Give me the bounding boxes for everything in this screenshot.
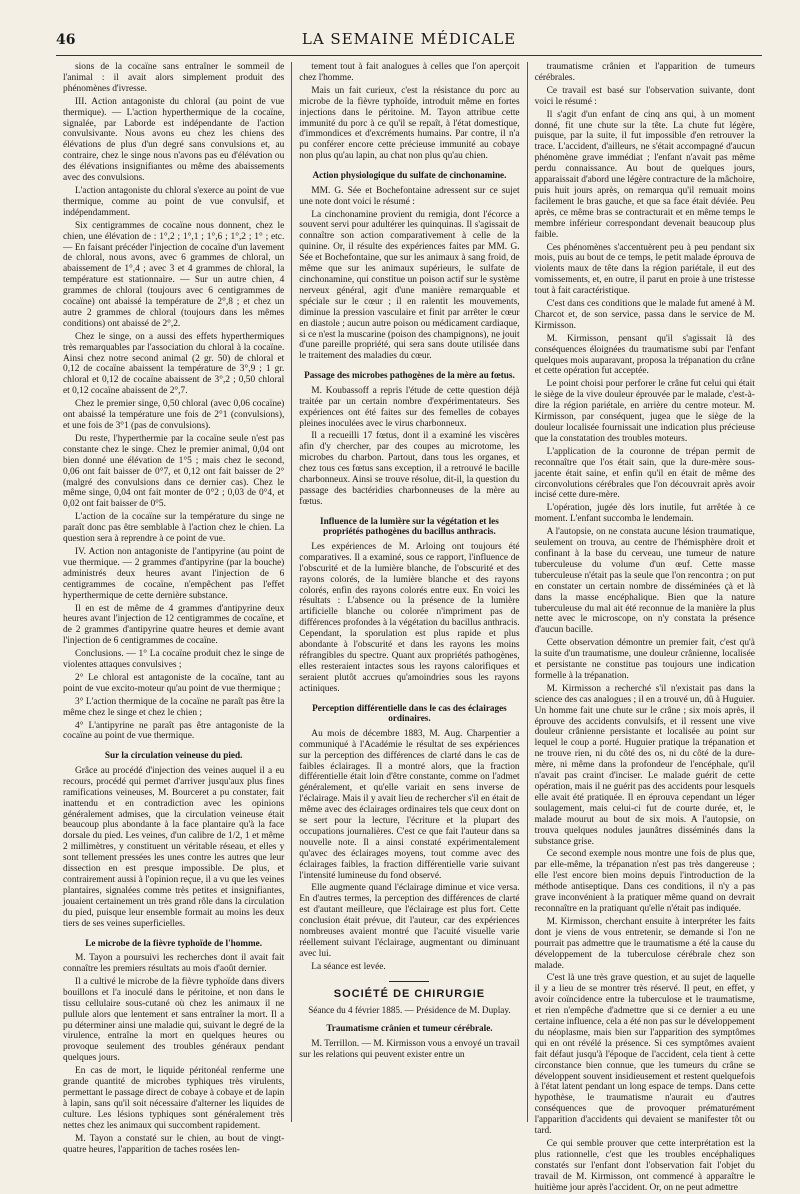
paragraph: MM. G. Sée et Bochefontaine adressent sur ce sujet une note dont voici le résumé : bbox=[299, 185, 520, 207]
column-2 bbox=[291, 62, 526, 1122]
paragraph: M. Tayon a poursuivi les recherches dont il avait fait connaître les premiers résultats au mois d'août dernier. bbox=[63, 953, 285, 975]
paragraph: tement tout à fait analogues à celles que l'on aperçoit chez l'homme. bbox=[299, 62, 520, 83]
paragraph: IV. Action non antagoniste de l'antipyrine (au point de vue thermique. — 2 grammes d'antipyrine (par la bouche) administrés deux heures avant l'injection de 6 centigrammes de cocaïne, n'empêchent pas l'effet hyperthermique de cette dernière substance. bbox=[63, 546, 285, 601]
paragraph: Ce travail est basé sur l'observation suivante, dont voici le résumé : bbox=[534, 85, 755, 107]
paragraph: Au mois de décembre 1883, M. Aug. Charpentier a communiqué à l'Académie le résultat de ses expériences sur la perception des différences de clarté dans le cas de faibles éclairages. Il a montré alors, que la fraction différentielle était loin d'être constante, comme on l'admet généralement, et qu'elle variait en sens inverse de l'éclairage. Mais il y avait lieu de rechercher s'il en était de même avec des éclairages ordinaires tels que ceux dont on se sert pour la lecture, l'écriture et la plupart des occupations journalières. C'est ce que fait l'auteur dans sa nouvelle note. Il a ainsi constaté expérimentalement qu'avec des éclairages moyens, tout comme avec des éclairages faibles, la fraction différentielle varie suivant l'intensité lumineuse du fond observé. bbox=[299, 728, 520, 881]
journal-title: LA SEMAINE MÉDICALE bbox=[301, 30, 517, 48]
paragraph: L'application de la couronne de trépan permit de reconnaître que l'os était sain, que la dure-mère sous-jacente était saine, et enfin qu'il en était de même des circonvolutions cérébrales que l'on découvrait après avoir incisé cette dure-mère. bbox=[534, 446, 755, 501]
section-heading bbox=[299, 703, 519, 724]
paragraph: La cinchonamine provient du remigia, dont l'écorce a souvent servi pour adultérer les quinquinas. Il s'agissait de connaître son action comparativement à celle de la quinine. Or, il résulte des expériences faites par MM. G. Sée et Bochefontaine, que sur les animaux à sang froid, de même que sur les animaux supérieurs, le sulfate de cinchonamine, qui constitue un poison actif sur le système nerveux général, agit d'une manière remarquable et spéciale sur le cœur ; il en ralentit les mouvements, diminue la pression vasculaire et finit par arrêter le cœur en diastole ; aucun autre poison ou médicament cardiaque, si ce n'est la muscarine (poison des champignons), ne jouit d'une pareille propriété, qui sera sans doute utilisée dans le traitement des maladies du cœur. bbox=[299, 209, 520, 362]
paragraph: L'opération, jugée dès lors inutile, fut arrêtée à ce moment. L'enfant succomba le lendemain. bbox=[534, 503, 755, 525]
paragraph: La séance est levée. bbox=[311, 961, 386, 972]
section-heading bbox=[63, 938, 284, 949]
paragraph: 4° L'antipyrine ne paraît pas être antagoniste de la cocaïne au point de vue thermique. bbox=[63, 720, 285, 742]
paragraph: Ces phénomènes s'accentuèrent peu à peu pendant six mois, puis au bout de ce temps, le petit malade éprouva de violents maux de tête dans la région pariétale, il eut des vomissements, et, en outre, il parut en proie à une tristesse tout à fait caractéristique. bbox=[534, 242, 755, 297]
paragraph: M. Kirmisson a recherché s'il n'existait pas dans la science des cas analogues ; il en a trouvé un, dû à Huguier. Un homme fait une chute sur le crâne ; six mois après, il éprouve des accidents convulsifs, et il ressent une vive douleur crânienne persistante et localisée au point sur lequel le coup a porté. Huguier pratique la trépanation et ne trouve rien, ni du côté des os, ni du côté de la dure-mère, ni même dans la profondeur de l'encéphale, qu'il n'avait pas craint d'inciser. Le malade guérit de cette opération, mais il ne guérit pas des accidents pour lesquels elle avait été pratiquée. Il en éprouva cependant un léger soulagement, mais celui-ci fut de courte durée, et, le malade mourut au bout de six mois. A l'autopsie, on trouva quelques nodules jaunâtres disséminés dans la substance grise. bbox=[534, 683, 755, 847]
paragraph: Chez le premier singe, 0,50 chloral (avec 0,06 cocaïne) ont abaissé la température une fois de 2°1 (convulsions), et une fois de 3°1 (pas de convulsions). bbox=[63, 399, 285, 431]
paragraph: M. Terrillon. — M. Kirmisson vous a envoyé un travail sur les relations qui peuvent exister entre un bbox=[299, 1038, 520, 1060]
section-heading-line: Le microbe de la fièvre typhoïde de l'homme. bbox=[85, 937, 263, 948]
paragraph: A l'autopsie, on ne constata aucune lésion traumatique, seulement on trouva, au centre de l'hémisphère droit et confinant à la base du cerveau, une tumeur de nature tuberculeuse du volume d'un œuf. Cette masse tuberculeuse n'était pas la seule que l'on rencontra ; on put en constater un certain nombre de disséminées çà et là dans la masse encéphalique. Bien que la nature tuberculeuse du mal ait été reconnue de la manière la plus nette avec le microscope, on n'y constata la présence d'aucun bacille. bbox=[534, 527, 755, 636]
paragraph: Grâce au procédé d'injection des veines auquel il a eu recours, procédé qui permet d'arriver jusqu'aux plus fines ramifications veineuses, M. Bourceret a pu constater, fait inattendu et en contradiction avec les opinions généralement admises, que la circulation veineuse était beaucoup plus abondante à la face plantaire qu'à la face dorsale du pied. Les veines, d'un calibre de 1/2, 1 et même 2 millimètres, y constituent un véritable réseau, et elles y sont tellement pressées les unes contre les autres que leur dissection en est presque impossible. De plus, et contrairement aussi à l'opinion reçue, il a vu que les veines plantaires, signalées comme très petites et insignifiantes, jouaient certainement un très grand rôle dans la circulation du pied, puisque leur ensemble formait au moins les deux tiers de ses veines superficielles. bbox=[63, 765, 285, 929]
paragraph: M. Koubassoff a repris l'étude de cette question déjà traitée par un certain nombre d'expérimentateurs. Ses expériences ont été faites sur des femelles de cobayes pleines inoculées avec le virus charbonneux. bbox=[299, 385, 520, 429]
section-heading bbox=[299, 170, 519, 181]
paragraph: M. Kirmisson, cherchant ensuite à interpréter les faits dont je viens de vous entretenir, se demande si l'on ne pourrait pas admettre que le traumatisme a été la cause du développement de la tuberculose cérébrale chez son malade. bbox=[534, 916, 755, 971]
society-section-title bbox=[299, 981, 519, 1001]
paragraph: sions de la cocaïne sans entraîner le sommeil de l'animal : il avait alors simplement produit des phénomènes d'ivresse. bbox=[63, 62, 285, 94]
paragraph: L'action antagoniste du chloral s'exerce au point de vue thermique, comme au point de vue convulsif, et indépendamment. bbox=[63, 185, 285, 218]
paragraph: Les expériences de M. Arloing ont toujours été comparatives. Il a examiné, sous ce rapport, l'influence de l'obscurité et de la lumière blanche, de l'obscurité et des rayons colorés, de la lumière blanche et des rayons colorés, enfin des rayons colorés entre eux. En voici les résultats : L'absence ou la présence de la lumière artificielle blanche ou colorée n'impriment pas de différences profondes à la végétation du bacillus anthracis. Cependant, la sporulation est plus rapide et plus abondante à l'obscurité et dans les rayons les moins réfrangibles du spectre. Quant aux propriétés pathogènes, elles resteraient intactes sous les rayons calorifiques et seraient plutôt accrues qu'amoindries sous les rayons actiniques. bbox=[299, 541, 520, 694]
page-number: 46 bbox=[56, 32, 76, 48]
paragraph: M. Kirmisson, pensant qu'il s'agissait là des conséquences éloignées du traumatisme subi par l'enfant quelques mois auparavant, proposa la trépanation du crâne et cette opération fut acceptée. bbox=[534, 333, 755, 377]
section-heading-line: Traumatisme crânien et tumeur cérébrale. bbox=[326, 1023, 493, 1034]
paragraph: C'est là une très grave question, et au sujet de laquelle il y a lieu de se montrer très réservé. Il peut, en effet, y avoir coïncidence entre la tuberculose et le traumatisme, et rien n'empêche d'admettre que si ce dernier a eu une certaine influence, cela a été non pas sur le développement du néoplasme, mais bien sur l'apparition des symptômes qui en ont révélé la présence. Si ces symptômes avaient fait défaut jusqu'à l'époque de l'accident, cela tient à cette circonstance bien connue, que les tumeurs du crâne se développent souvent insidieusement et restent quelquefois à l'état latent pendant un long espace de temps. Dans cette hypothèse, le traumatisme n'aurait eu d'autres conséquences que de provoquer prématurément l'apparition d'accidents qui devaient se manifester tôt ou tard. bbox=[534, 973, 755, 1137]
column-1 bbox=[56, 62, 291, 1155]
page-header bbox=[56, 30, 762, 56]
section-heading bbox=[299, 370, 519, 381]
paragraph: Six centigrammes de cocaïne nous donnent, chez le chien, une élévation de : 1°,2 ; 1°,1 ; 1°,6 ; 1°,2 ; 1° ; etc. — En faisant précéder l'injection de cocaïne d'un lavement de chloral, nous avons, avec 6 grammes de chloral, un abaissement de 1°,4 ; avec 3 et 4 grammes de chloral, la température est stationnaire. — Sur un autre chien, 4 grammes de chloral (toujours avec 6 centigrammes de cocaïne) ont abaissé la température de 2°,8 ; et chez un autre 2 grammes de chloral (toujours dans les mêmes conditions) ont abaissé de 2°,2. bbox=[63, 220, 285, 329]
paragraph: Chez le singe, on a aussi des effets hyperthermiques très remarquables par l'association du chloral à la cocaïne. Ainsi chez notre second animal (2 gr. 50) de chloral et 0,12 de cocaïne abaissent la température de 3°,9 ; 1 gr. chloral et 0,12 de cocaïne abaissent de 3°,2 ; 0,50 chloral et 0,12 cocaïne abaissent de 2°,7. bbox=[63, 331, 285, 397]
paragraph: Le point choisi pour perforer le crâne fut celui qui était le siège de la vive douleur éprouvée par le malade, c'est-à-dire la région pariétale, en arrière du centre moteur. M. Kirmisson, par conséquent, jugea que le siège de la douleur localisée fournissait une indication plus précieuse que la constatation des troubles moteurs. bbox=[534, 379, 755, 444]
section-heading-line: Influence de la lumière sur la végétation et les propriétés pathogènes du bacillus anthracis. bbox=[320, 515, 499, 537]
section-heading bbox=[299, 1023, 519, 1034]
paragraph: Mais un fait curieux, c'est la résistance du porc au microbe de la fièvre typhoïde, introduit même en fortes injections dans le péritoine. M. Tayon attribue cette immunité du porc à ce qu'il se repaît, à l'état domestique, d'immondices et d'excréments humains. Par contre, il n'a pu conférer encore cette précieuse immunité au cobaye non plus qu'au lapin, au chat non plus qu'au chien. bbox=[299, 85, 520, 162]
section-heading-line: Passage des microbes pathogènes de la mère au fœtus. bbox=[304, 370, 515, 381]
section-heading bbox=[63, 750, 284, 761]
divider bbox=[389, 981, 429, 982]
section-heading-line: Sur la circulation veineuse du pied. bbox=[104, 750, 243, 761]
society-name: SOCIÉTÉ DE CHIRURGIE bbox=[333, 987, 486, 1000]
column-3 bbox=[527, 62, 762, 1193]
paragraph: traumatisme crânien et l'apparition de tumeurs cérébrales. bbox=[534, 62, 755, 83]
paragraph: M. Tayon a constaté sur le chien, au bout de vingt-quatre heures, l'apparition de taches rosées len- bbox=[63, 1133, 285, 1155]
paragraph: III. Action antagoniste du chloral (au point de vue thermique). — L'action hyperthermique de la cocaïne, signalée, par Laborde est indépendante de l'action convulsivante. Nous avons eu chez les chiens des élévations de plus d'un degré sans convulsions et, au contraire, chez le singe nous n'avons pas eu d'élévation ou des élévations insignifiantes ou même des abaissements avec des convulsions. bbox=[63, 96, 285, 184]
paragraph: En cas de mort, le liquide péritonéal renferme une grande quantité de microbes typhiques très virulents, permettant le passage direct de cobaye à cobaye et de lapin à lapin, sans qu'il soit nécessaire d'alterner les liquides de culture. Les lésions typhiques sont généralement très nettes chez les animaux qui succombent rapidement. bbox=[63, 1066, 285, 1131]
paragraph: Cette observation démontre un premier fait, c'est qu'à la suite d'un traumatisme, une douleur crânienne, localisée et persistante ne constitue pas toujours une indication formelle à la trépanation. bbox=[534, 638, 755, 681]
paragraph: Du reste, l'hyperthermie par la cocaïne seule n'est pas constante chez le singe. Chez le premier animal, 0,04 ont bien donné une élévation de 1°5 ; mais chez le second, 0,06 ont fait baisser de 0°7, et 0,12 ont fait baisser de 2° (malgré des convulsions dans ce dernier cas). Chez le même singe, 0,04 ont fait monter de 0°2 ; 0,03 de 0°4, et 0,02 ont fait baisser de 0°5. bbox=[63, 433, 285, 510]
paragraph: C'est dans ces conditions que le malade fut amené à M. Charcot et, de son service, passa dans le service de M. Kirmisson. bbox=[534, 299, 755, 331]
paragraph: L'action de la cocaïne sur la température du singe ne paraît donc pas être semblable à l'action chez le chien. La question sera à reprendre à ce point de vue. bbox=[63, 512, 285, 545]
paragraph: Elle augmente quand l'éclairage diminue et vice versa. En d'autres termes, la perception des différences de clarté est d'autant meilleure, que l'éclairage est plus fort. Cette conclusion était prévue, dit l'auteur, car des expériences nombreuses avaient montré que l'acuité visuelle varie réellement suivant l'éclairage, augmentant ou diminuant avec lui. bbox=[299, 883, 520, 959]
paragraph: 3° L'action thermique de la cocaïne ne paraît pas être la même chez le singe et chez le chien ; bbox=[63, 696, 285, 718]
paragraph: Il en est de même de 4 grammes d'antipyrine deux heures avant l'injection de 12 centigrammes de cocaïne, et de 2 grammes d'antipyrine quatre heures et demie avant l'injection de 6 centigrammes de cocaïne. bbox=[63, 603, 285, 647]
section-heading-line: Perception différentielle dans le cas des éclairages ordinaires. bbox=[312, 702, 507, 724]
article-columns bbox=[56, 62, 762, 1193]
paragraph: Ce qui semble prouver que cette interprétation est la plus rationnelle, c'est que les troubles encéphaliques constatés sur l'enfant dont l'observation fait l'objet du travail de M. Kirmisson, ont commencé à apparaître le huitième jour après l'accident. Or, on ne peut admettre bbox=[534, 1139, 755, 1193]
section-heading bbox=[299, 516, 519, 537]
paragraph: 2° Le chloral est antagoniste de la cocaïne, tant au point de vue excito-moteur qu'au point de vue thermique ; bbox=[63, 672, 285, 694]
paragraph: Il s'agit d'un enfant de cinq ans qui, à un moment donné, fit une chute sur la tête. La chute fut légère, puisque, par la suite, il fut impossible d'en retrouver la trace. L'accident, d'ailleurs, ne s'était accompagné d'aucun phénomène grave immédiat ; l'enfant n'avait pas même perdu connaissance. Au bout de quelques jours, apparaissait d'abord une légère contracture de la mâchoire, puis huit jours après, on remarqua qu'il remuait moins facilement le bras gauche, et que sa face était déviée. Peu après, ce même bras se contracturait et en même temps le membre inférieur correspondant devenait beaucoup plus faible. bbox=[534, 109, 755, 240]
paragraph: Ce second exemple nous montre une fois de plus que, par elle-même, la trépanation n'est pas très dangereuse ; elle l'est encore bien moins depuis l'introduction de la méthode antiseptique. Dans ces conditions, il n'y a pas grave inconvénient à la pratiquer même quand on devrait reconnaître en la pratiquant qu'elle n'était pas indiquée. bbox=[534, 849, 755, 914]
paragraph: Il a recueilli 17 fœtus, dont il a examiné les viscères afin d'y chercher, par des coupes au microtome, les microbes du charbon. Partout, dans tous les organes, et chez tous ces fœtus sans exception, il a retrouvé le bacille charbonneux. Ainsi se trouve résolue, dit-il, la question du passage des bactéridies charbonneuses de la mère au fœtus. bbox=[299, 431, 520, 507]
paragraph: Conclusions. — 1° La cocaïne produit chez le singe de violentes attaques convulsives ; bbox=[63, 649, 285, 671]
section-heading-line: Action physiologique du sulfate de cinchonamine. bbox=[312, 170, 507, 181]
session-line: Séance du 4 février 1885. — Présidence de M. Duplay. bbox=[308, 1004, 511, 1015]
paragraph: Il a cultivé le microbe de la fièvre typhoïde dans divers bouillons et l'a inoculé dans le péritoine, et non dans le tissu cellulaire sous-cutané où chez les animaux il ne pullule alors que lentement et sans entraîner la mort. Il a pu déterminer ainsi une maladie qui, suivant le degré de la virulence, entraîne la mort en quelques heures ou provoque seulement des troubles généraux pendant quelques jours. bbox=[63, 976, 285, 1064]
